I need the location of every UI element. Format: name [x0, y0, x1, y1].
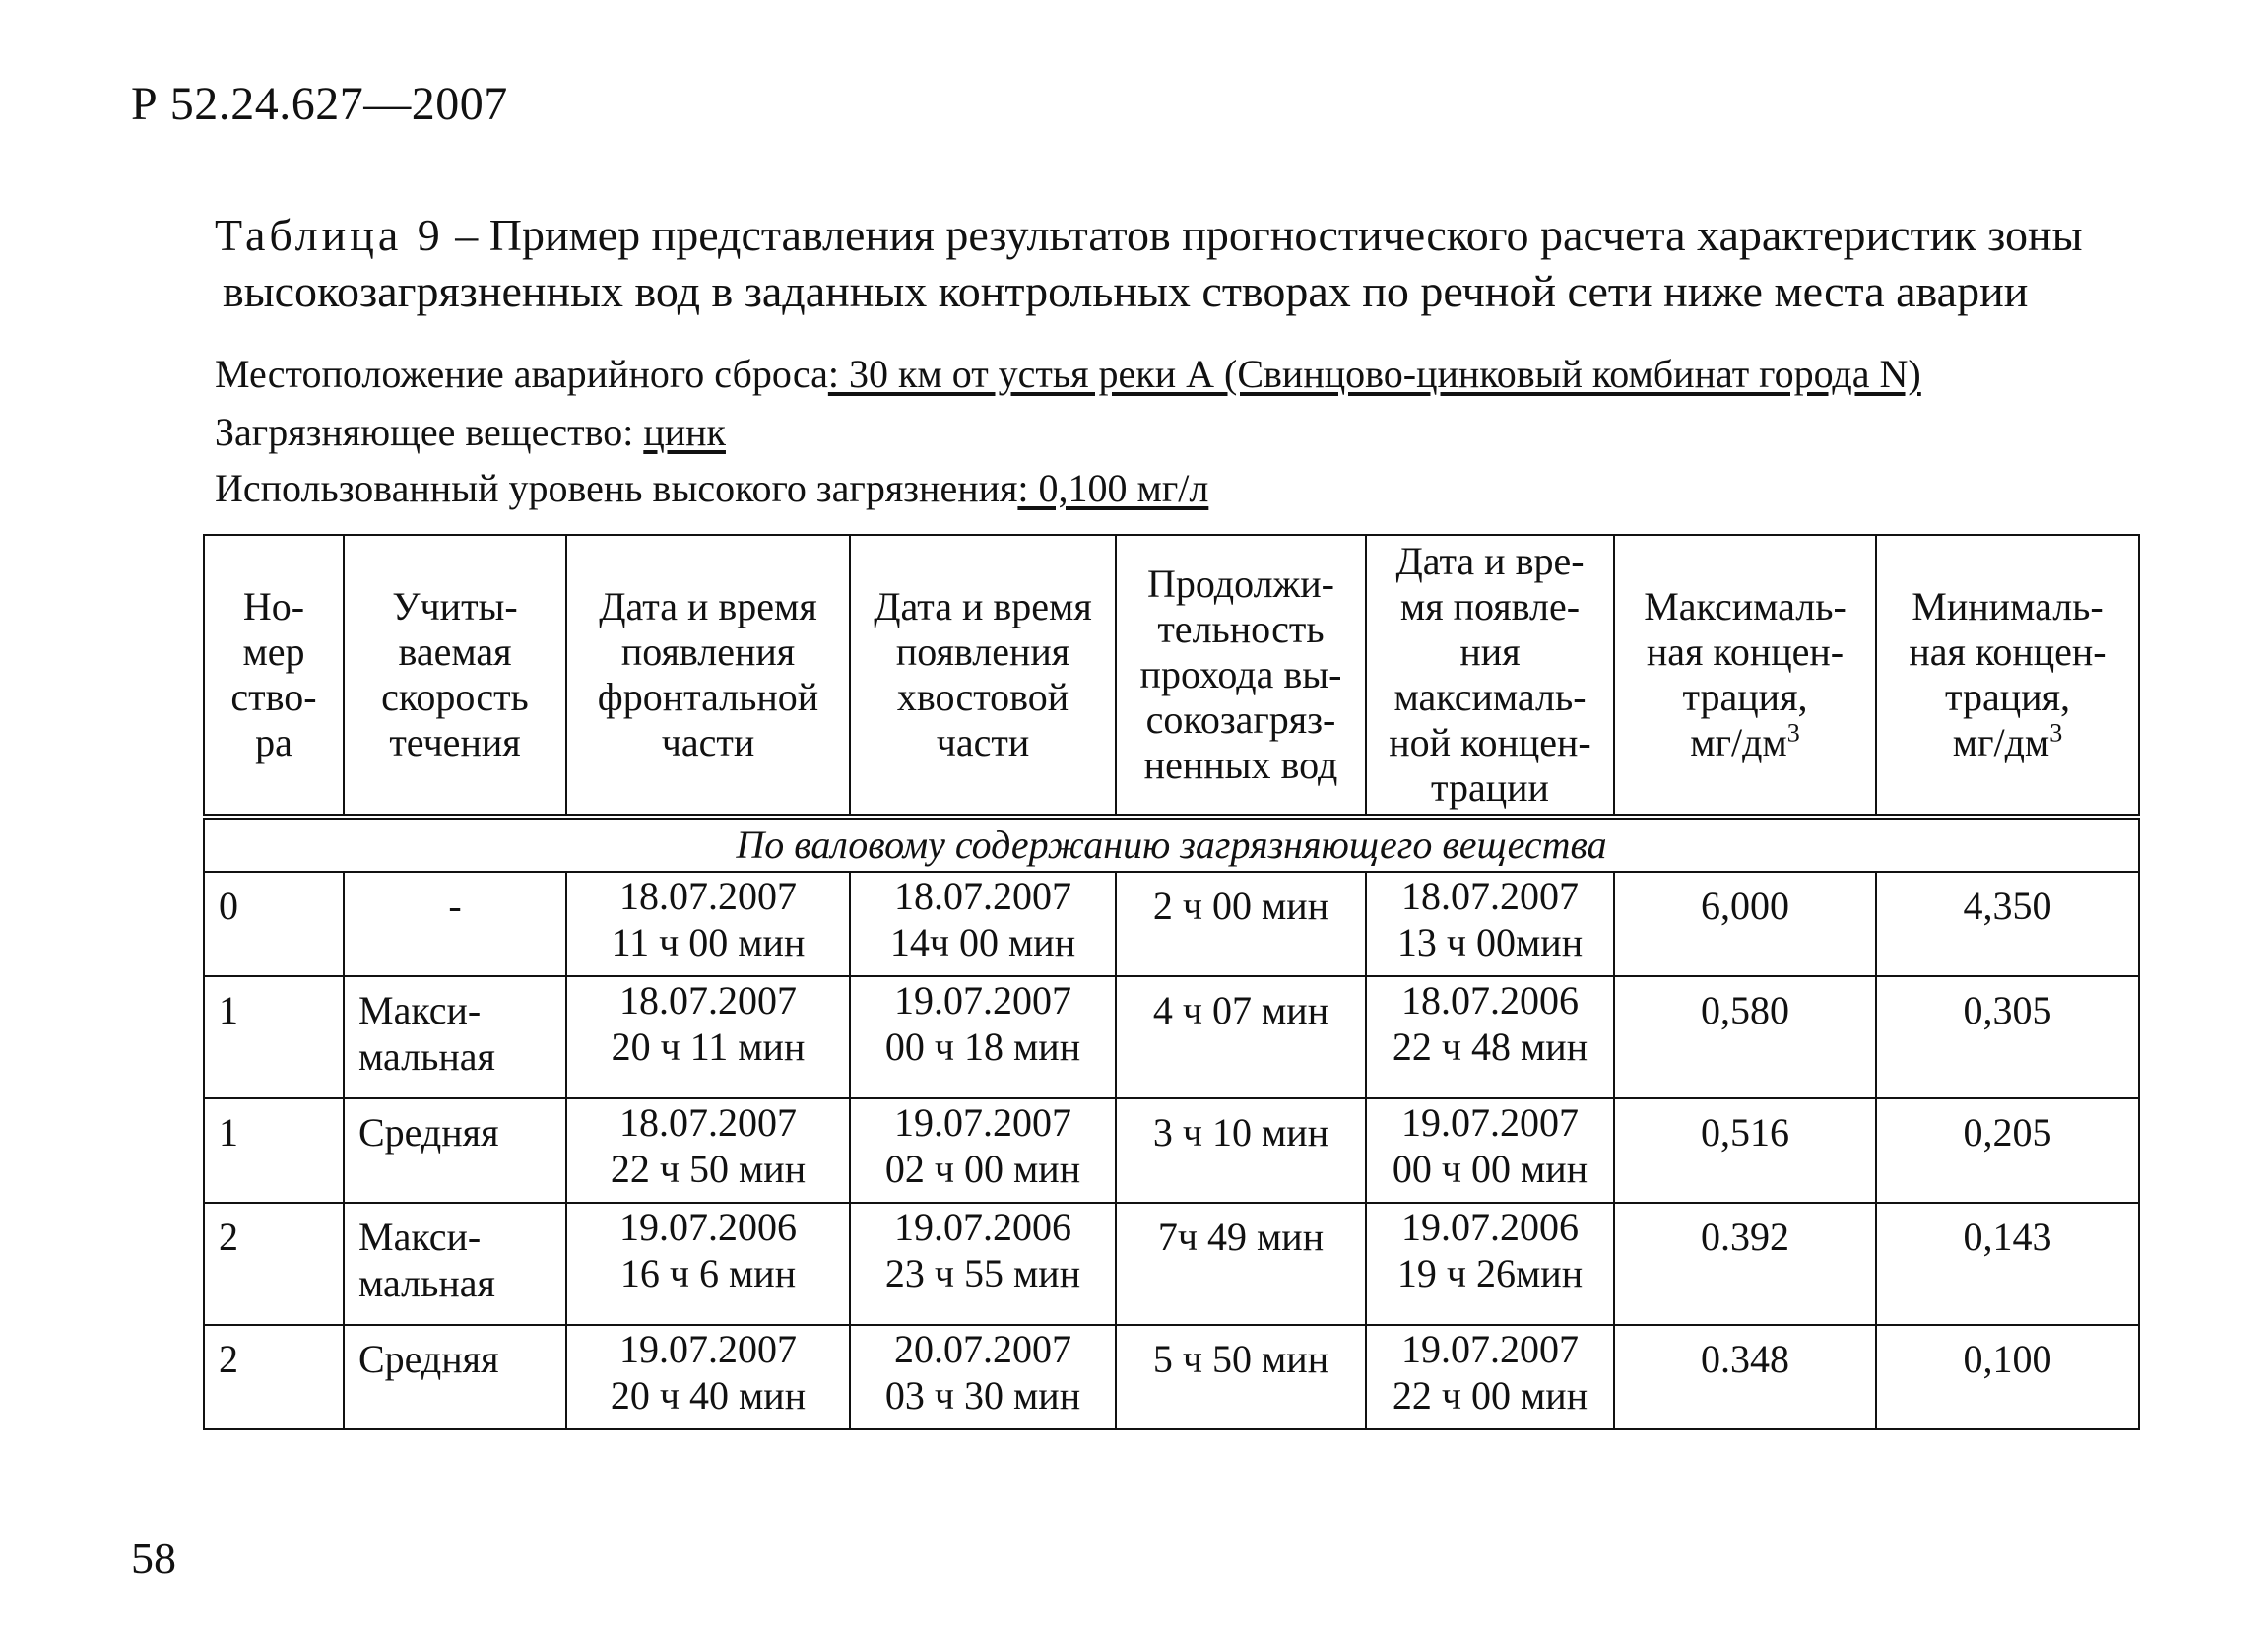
results-table	[203, 534, 2140, 1430]
info-level	[215, 465, 1208, 511]
header-flow-speed	[344, 535, 566, 817]
header-tail-time	[850, 535, 1116, 817]
cell-max-time-line: 22 ч 48 мин	[1392, 1024, 1588, 1069]
cell-station-number: 2	[204, 1203, 344, 1325]
cell-max-time-line: 19 ч 26мин	[1396, 1251, 1584, 1295]
cell-max-time-line: 19.07.2006	[1401, 1205, 1579, 1249]
header-line: появления	[895, 629, 1070, 674]
cell-min-concentration: 0,205	[1876, 1098, 2139, 1203]
cell-max-time	[1366, 1325, 1614, 1429]
cell-front-time-line: 20 ч 11 мин	[611, 1024, 806, 1069]
cell-front-time	[566, 976, 850, 1098]
cell-flow-speed	[344, 1203, 566, 1325]
cell-max-time-line: 22 ч 00 мин	[1392, 1373, 1588, 1418]
header-line: Максималь-	[1644, 584, 1847, 628]
cell-tail-time-line: 20.07.2007	[894, 1327, 1071, 1371]
cell-flow-speed	[344, 1098, 566, 1203]
cell-flow-speed	[344, 976, 566, 1098]
cell-front-time-line: 19.07.2006	[619, 1205, 797, 1249]
table-caption	[215, 207, 2145, 319]
header-line: фронтальной	[597, 675, 819, 719]
header-line: тельность	[1157, 607, 1325, 651]
cell-max-time-line: 00 ч 00 мин	[1392, 1147, 1588, 1191]
cell-tail-time-line: 19.07.2007	[894, 978, 1071, 1023]
header-line: ваемая	[398, 629, 512, 674]
header-line: скорость	[381, 675, 529, 719]
header-line: мя появле-	[1399, 584, 1581, 628]
cell-tail-time	[850, 872, 1116, 976]
cell-min-concentration: 0,100	[1876, 1325, 2139, 1429]
header-line: части	[936, 720, 1030, 764]
cell-tail-time	[850, 1203, 1116, 1325]
cell-front-time-line: 19.07.2007	[619, 1327, 797, 1371]
header-line: появления	[620, 629, 796, 674]
header-line: части	[661, 720, 755, 764]
cell-max-concentration: 0.348	[1614, 1325, 1876, 1429]
header-front-time	[566, 535, 850, 817]
cell-tail-time-line: 02 ч 00 мин	[884, 1147, 1081, 1191]
cell-front-time-line: 18.07.2007	[619, 978, 797, 1023]
cell-tail-time-line: 14ч 00 мин	[889, 920, 1076, 964]
cell-min-concentration: 4,350	[1876, 872, 2139, 976]
info-substance	[215, 409, 726, 455]
substance-value: цинк	[643, 410, 726, 454]
page-number: 58	[131, 1533, 176, 1583]
location-label: Местоположение аварийного сброса	[215, 352, 828, 396]
cell-tail-time-line: 03 ч 30 мин	[884, 1373, 1081, 1418]
header-line: мг/дм	[1952, 720, 2050, 764]
header-line: мер	[242, 629, 305, 674]
cell-max-time-line: 13 ч 00мин	[1396, 920, 1584, 964]
caption-line1: – Пример представления результатов прогностического расчета характеристик зоны	[443, 210, 2083, 260]
header-line: Дата и время	[599, 584, 817, 628]
cell-front-time-line: 18.07.2007	[619, 1100, 797, 1145]
header-max-time	[1366, 535, 1614, 817]
cell-flow-speed	[344, 1325, 566, 1429]
header-line: Но-	[242, 584, 305, 628]
location-value: : 30 км от устья реки А (Свинцово-цинковый комбинат города N)	[827, 352, 1921, 396]
cell-tail-time-line: 18.07.2007	[894, 874, 1071, 918]
header-line: ра	[255, 720, 292, 764]
cell-front-time	[566, 872, 850, 976]
cell-max-time	[1366, 1098, 1614, 1203]
header-line: максималь-	[1393, 675, 1587, 719]
info-location	[215, 351, 1921, 397]
cell-front-time-line: 22 ч 50 мин	[610, 1147, 807, 1191]
cell-front-time-line: 20 ч 40 мин	[610, 1373, 807, 1418]
cell-max-time	[1366, 872, 1614, 976]
cell-flow-speed-line: -	[448, 884, 462, 928]
cell-front-time	[566, 1325, 850, 1429]
cell-flow-speed-line: Средняя	[358, 1337, 499, 1381]
cell-tail-time	[850, 976, 1116, 1098]
cell-tail-time-line: 00 ч 18 мин	[884, 1024, 1081, 1069]
table-row	[204, 872, 2139, 976]
header-line: ной концен-	[1389, 720, 1591, 764]
cell-tail-time	[850, 1325, 1116, 1429]
header-line: ная концен-	[1646, 629, 1845, 674]
cell-front-time-line: 16 ч 6 мин	[619, 1251, 797, 1295]
header-line: трация,	[1945, 675, 2070, 719]
header-line: прохода вы-	[1139, 652, 1342, 696]
caption-label: Таблица 9	[215, 210, 444, 260]
header-line: ния	[1459, 629, 1521, 674]
header-line: сокозагряз-	[1145, 697, 1336, 742]
header-max-concentration	[1614, 535, 1876, 817]
cell-flow-speed	[344, 872, 566, 976]
header-line: Дата и время	[874, 584, 1092, 628]
cell-max-time-line: 18.07.2006	[1401, 978, 1579, 1023]
cell-front-time	[566, 1203, 850, 1325]
table-row	[204, 1325, 2139, 1429]
header-line: течения	[389, 720, 521, 764]
unit-superscript: 3	[2049, 718, 2063, 748]
header-line: Дата и вре-	[1395, 539, 1585, 583]
cell-max-time-line: 19.07.2007	[1401, 1100, 1579, 1145]
substance-label: Загрязняющее вещество:	[215, 410, 644, 454]
cell-station-number: 1	[204, 1098, 344, 1203]
table-row	[204, 1098, 2139, 1203]
header-line: ненных вод	[1143, 743, 1338, 787]
section-title: По валовому содержанию загрязняющего вещества	[204, 817, 2139, 872]
cell-duration: 5 ч 50 мин	[1116, 1325, 1366, 1429]
header-line: ство-	[230, 675, 317, 719]
header-line: Продолжи-	[1147, 562, 1334, 606]
cell-station-number: 2	[204, 1325, 344, 1429]
header-line: мг/дм	[1690, 720, 1787, 764]
cell-max-time	[1366, 976, 1614, 1098]
cell-flow-speed-line: Макси-	[358, 988, 482, 1032]
cell-flow-speed-line: Макси-	[358, 1215, 482, 1259]
header-line: Учиты-	[392, 584, 518, 628]
cell-max-time	[1366, 1203, 1614, 1325]
cell-max-time-line: 19.07.2007	[1401, 1327, 1579, 1371]
header-min-concentration	[1876, 535, 2139, 817]
cell-station-number: 0	[204, 872, 344, 976]
cell-station-number: 1	[204, 976, 344, 1098]
cell-max-concentration: 0.392	[1614, 1203, 1876, 1325]
cell-front-time	[566, 1098, 850, 1203]
header-line: хвостовой	[896, 675, 1069, 719]
cell-tail-time-line: 19.07.2007	[894, 1100, 1071, 1145]
unit-superscript: 3	[1786, 718, 1800, 748]
header-duration	[1116, 535, 1366, 817]
cell-max-time-line: 18.07.2007	[1401, 874, 1579, 918]
cell-tail-time	[850, 1098, 1116, 1203]
cell-duration: 7ч 49 мин	[1116, 1203, 1366, 1325]
level-label: Использованный уровень высокого загрязнения	[215, 466, 1018, 510]
table-row	[204, 976, 2139, 1098]
header-line: Минималь-	[1912, 584, 2104, 628]
cell-flow-speed-line: Средняя	[358, 1110, 499, 1155]
level-value: : 0,100 мг/л	[1017, 466, 1209, 510]
cell-min-concentration: 0,143	[1876, 1203, 2139, 1325]
header-line: трации	[1431, 765, 1549, 810]
table-header-row	[204, 535, 2139, 817]
cell-max-concentration: 6,000	[1614, 872, 1876, 976]
header-line: трация,	[1682, 675, 1808, 719]
cell-duration: 2 ч 00 мин	[1116, 872, 1366, 976]
cell-min-concentration: 0,305	[1876, 976, 2139, 1098]
cell-max-concentration: 0,580	[1614, 976, 1876, 1098]
table-row	[204, 1203, 2139, 1325]
header-station-number	[204, 535, 344, 817]
cell-duration: 3 ч 10 мин	[1116, 1098, 1366, 1203]
cell-front-time-line: 18.07.2007	[619, 874, 797, 918]
document-code: Р 52.24.627—2007	[131, 78, 508, 130]
caption-line2: высокозагрязненных вод в заданных контрольных створах по речной сети ниже места аварии	[223, 266, 2029, 316]
cell-front-time-line: 11 ч 00 мин	[611, 920, 806, 964]
header-line: ная концен-	[1909, 629, 2106, 674]
cell-max-concentration: 0,516	[1614, 1098, 1876, 1203]
cell-tail-time-line: 23 ч 55 мин	[884, 1251, 1081, 1295]
cell-flow-speed-line: мальная	[358, 1261, 495, 1305]
cell-duration: 4 ч 07 мин	[1116, 976, 1366, 1098]
cell-tail-time-line: 19.07.2006	[894, 1205, 1071, 1249]
cell-flow-speed-line: мальная	[358, 1034, 495, 1079]
